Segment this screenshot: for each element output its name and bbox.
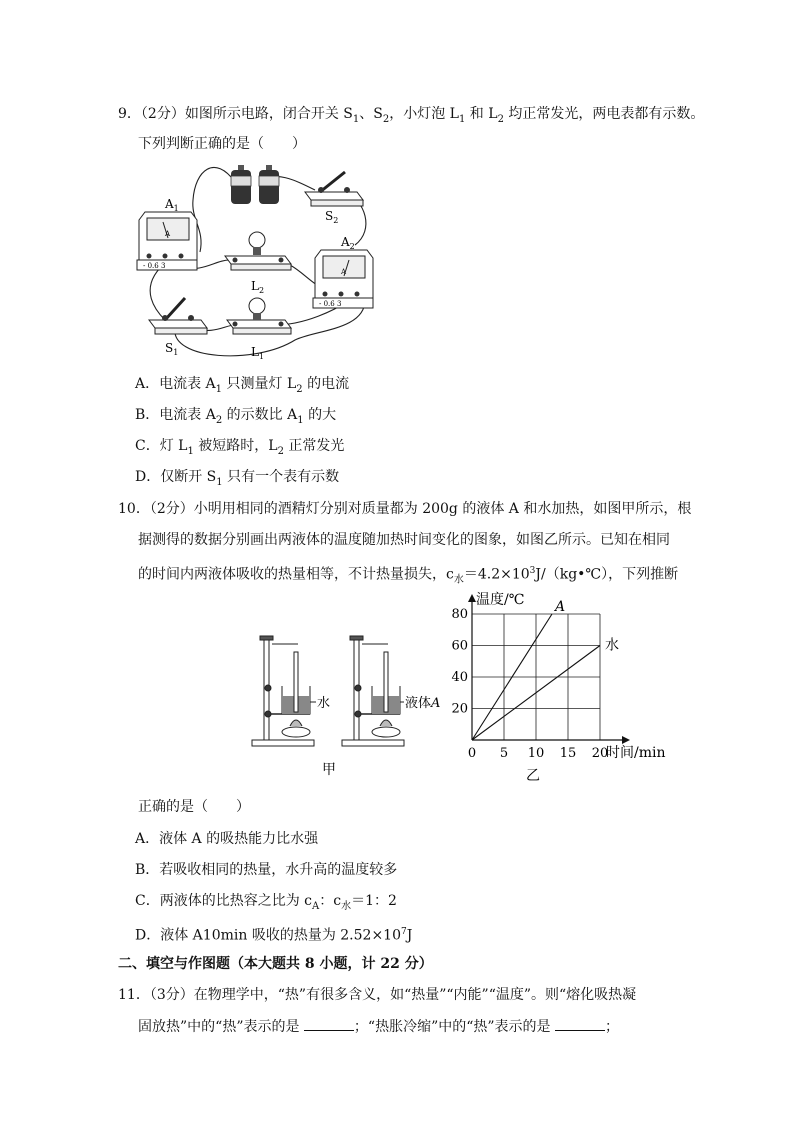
fig-jia-caption: 甲 <box>322 762 336 778</box>
s1-label: $S_1$ <box>165 341 179 357</box>
q9-option-c: C．灯 $L_1$ 被短路时，$L_2$ 正常发光 <box>135 438 345 457</box>
s2-label: $S_2$ <box>325 209 339 225</box>
y-tick-label: 40 <box>451 670 468 685</box>
lamp-l2-icon <box>225 232 291 270</box>
x-tick-label: 20 <box>591 746 609 761</box>
x-axis-arrow <box>622 736 630 744</box>
q9-stem-line1: 9．（2分）如图所示电路，闭合开关 $S_1$、$S_2$，小灯泡 $L_1$ 和 $L_2$ 均正常发光，两电表都有示数。 <box>118 106 705 125</box>
jia-liquid-label: 液体A <box>405 696 441 711</box>
a2-label: $A_2$ <box>341 235 355 251</box>
l1-label: $L_1$ <box>251 345 265 361</box>
x-tick-label: 15 <box>559 746 577 761</box>
y-axis-arrow <box>468 594 476 602</box>
q9-number: 9． <box>118 106 141 122</box>
svg-text:A: A <box>341 268 347 276</box>
x-tick-label: 5 <box>499 746 509 761</box>
q9-score: （2分） <box>140 106 185 122</box>
q10-number: 10． <box>118 501 150 517</box>
q11-line1: 11．（3分）在物理学中，“热”有很多含义，如“热量”“内能”“温度”。则“熔化吸热凝 <box>118 987 637 1003</box>
q10-option-a: A．液体 A 的吸热能力比水强 <box>135 831 319 847</box>
x-axis-label: 时间/min <box>606 745 666 761</box>
q10-stem-line3: 的时间内两液体吸收的热量相等，不计热量损失，$c_水=4.2\times 10^3J/(kg•℃)$，下列推断 <box>138 566 679 586</box>
q11-number: 11． <box>118 987 150 1003</box>
svg-text:- 0.6 3: - 0.6 3 <box>143 262 166 270</box>
q10-option-b: B．若吸收相同的热量，水升高的温度较多 <box>135 862 398 878</box>
y-axis-label: 温度/℃ <box>476 592 525 608</box>
q11-score: （3分） <box>149 987 194 1003</box>
q10-stem-line1: 10．（2分）小明用相同的酒精灯分别对质量都为 200g 的液体 A 和水加热，如图甲所示，根 <box>118 501 692 517</box>
l2-label: $L_2$ <box>251 279 265 295</box>
q10-figure-yi-chart <box>440 588 685 788</box>
x-tick-label: 10 <box>527 746 545 761</box>
q10-option-c: C．两液体的比热容之比为 $c_A$：$c_水=1$：2 <box>135 893 397 912</box>
series-label-a: A <box>555 599 566 615</box>
q11-line2: 固放热”中的“热”表示的是 ；“热胀冷缩”中的“热”表示的是 ； <box>138 1016 619 1037</box>
svg-text:A: A <box>165 230 171 238</box>
q11-blank-2[interactable] <box>555 1016 605 1031</box>
ammeter-a1-icon <box>137 212 197 270</box>
ammeter-a2-icon <box>313 250 373 308</box>
svg-text:- 0.6 3: - 0.6 3 <box>319 300 342 308</box>
q10-stem-line4: 正确的是（ ） <box>138 799 250 815</box>
fig-yi-caption: 乙 <box>526 768 540 784</box>
switch-s1-icon <box>149 298 207 334</box>
a1-label: $A_1$ <box>165 197 179 213</box>
q9-circuit-figure <box>135 160 385 365</box>
y-tick-label: 80 <box>451 607 468 622</box>
q10-option-d: D．液体 A10min 吸收的热量为 $2.52\times 10^7J$ <box>135 927 413 944</box>
series-label-water: 水 <box>605 637 619 654</box>
q10-stem-line2: 据测得的数据分别画出两液体的温度随加热时间变化的图象，如图乙所示。已知在相同 <box>138 532 670 548</box>
lamp-l1-icon <box>227 298 291 334</box>
y-tick-label: 20 <box>451 701 468 717</box>
jia-water-label: 水 <box>317 696 331 711</box>
y-tick-label: 60 <box>451 638 468 654</box>
section-2-heading: 二、填空与作图题（本大题共 8 小题，计 22 分） <box>118 956 433 972</box>
q9-option-d: D．仅断开 $S_1$ 只有一个表有示数 <box>135 469 340 488</box>
q9-stem-line2: 下列判断正确的是（ ） <box>138 136 306 152</box>
q10-score: （2分） <box>149 501 194 517</box>
q11-blank-1[interactable] <box>304 1016 354 1031</box>
q9-option-a: A．电流表 $A_1$ 只测量灯 $L_2$ 的电流 <box>135 376 350 395</box>
battery-icon <box>231 165 279 204</box>
q9-option-b: B．电流表 $A_2$ 的示数比 $A_1$ 的大 <box>135 407 337 426</box>
x-tick-label: 0 <box>467 746 477 761</box>
q10-figure-jia <box>250 628 455 778</box>
